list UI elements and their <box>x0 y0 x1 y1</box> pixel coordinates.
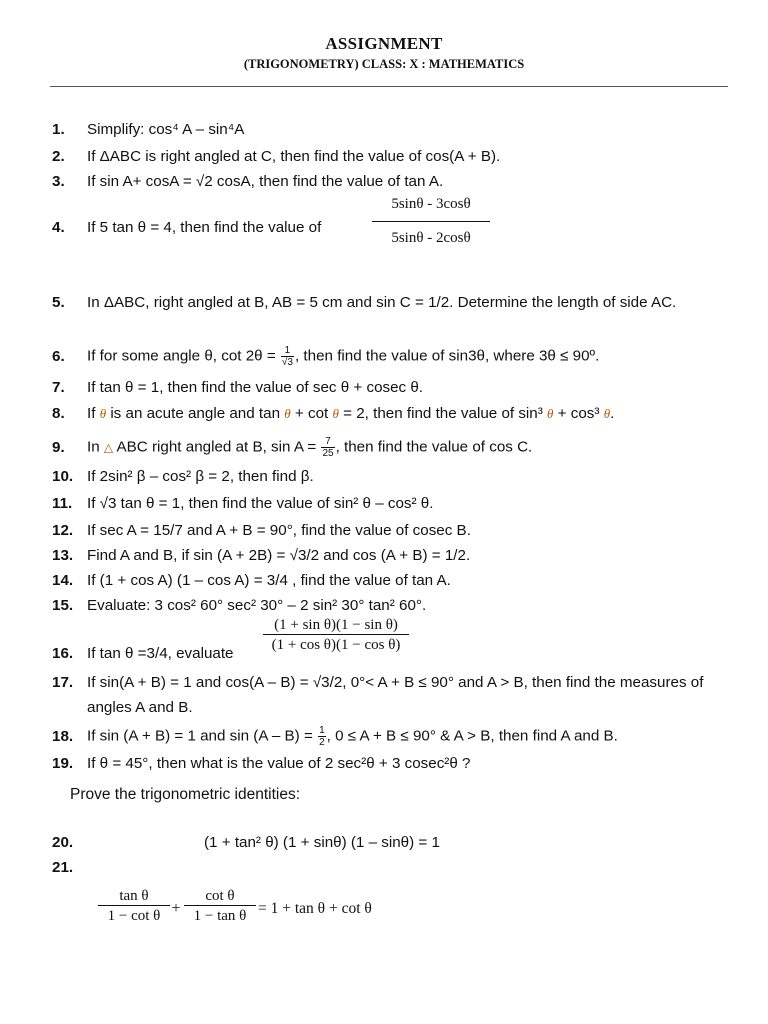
fraction <box>321 436 334 459</box>
theta-symbol: θ <box>284 406 291 421</box>
fraction-denominator: (1 + cos θ)(1 − cos θ) <box>263 634 409 654</box>
question-20 <box>52 833 87 852</box>
question-8: 8. If θ is an acute angle and tan θ + cot θ = 2, then find the value of sin³ θ + cos³ θ. <box>52 405 615 422</box>
fraction-numerator: tan θ <box>119 888 149 904</box>
question-4-fraction <box>372 196 490 247</box>
question-text: Evaluate: 3 cos² 60° sec² 30° – 2 sin² 30° tan² 60°. <box>87 597 427 614</box>
theta-symbol: θ <box>99 406 107 421</box>
question-number: 2. <box>52 148 65 165</box>
question-text: If 5 tan θ = 4, then find the value of <box>87 219 322 236</box>
theta-symbol: θ <box>547 406 554 421</box>
theta-symbol: θ <box>332 406 339 421</box>
question-6 <box>52 345 599 368</box>
question-2 <box>52 147 500 166</box>
question-16-fraction <box>263 617 409 654</box>
question-text: If sin(A + B) = 1 and cos(A – B) = √3/2, 0°< A + B ≤ 90° and A > B, then find the measures of angles A and B. <box>87 674 704 716</box>
question-text: If sin (A + B) = 1 and sin (A – B) = <box>87 727 313 745</box>
fraction-numerator: cot θ <box>205 888 235 904</box>
page-subtitle: (TRIGONOMETRY) CLASS: X : MATHEMATICS <box>243 57 525 71</box>
question-number: 16. <box>52 645 74 662</box>
question-text: If tan θ = 1, then find the value of sec θ + cosec θ. <box>87 379 424 396</box>
question-number: 19. <box>52 755 74 772</box>
header-divider <box>50 86 728 87</box>
question-text: Simplify: cos⁴ A – sin⁴A <box>87 121 245 138</box>
question-text: , then find the value of sin3θ, where 3θ ≤ 90º. <box>294 347 600 365</box>
question-text: If for some angle θ, cot 2θ = <box>87 347 276 365</box>
document-header <box>0 34 768 72</box>
fraction-denominator: 5sinθ - 2cosθ <box>372 221 490 247</box>
question-text: = 2, then find the value of sin³ <box>343 405 543 422</box>
question-18 <box>52 725 618 748</box>
fraction-denominator: 1 − tan θ <box>184 905 256 925</box>
question-text: If <box>87 405 96 422</box>
question-text: , 0 ≤ A + B ≤ 90° & A > B, then find A and B. <box>326 727 618 745</box>
question-number: 13. <box>52 547 74 564</box>
question-7 <box>52 378 423 397</box>
question-number: 7. <box>52 379 65 396</box>
question-number: 17. <box>52 674 74 691</box>
theta-symbol: θ <box>603 406 611 421</box>
question-text: If ΔABC is right angled at C, then find the value of cos(A + B). <box>87 148 501 165</box>
page-title: ASSIGNMENT <box>325 34 443 53</box>
fraction-numerator: 5sinθ - 3cosθ <box>391 196 471 212</box>
question-13 <box>52 546 470 565</box>
plus-sign: + <box>171 900 181 917</box>
fraction-numerator: 7 <box>321 436 334 448</box>
fraction <box>281 345 294 368</box>
question-text: ABC right angled at B, sin A = <box>116 438 317 456</box>
question-12 <box>52 521 471 540</box>
question-number: 5. <box>52 294 65 311</box>
fraction-denominator: 25 <box>322 448 334 459</box>
fraction-numerator: 1 <box>319 725 325 736</box>
question-text: , then find the value of cos C. <box>335 438 533 456</box>
question-number: 14. <box>52 572 74 589</box>
question-3 <box>52 172 443 191</box>
question-19 <box>52 754 470 773</box>
question-text: If 2sin² β – cos² β = 2, then find β. <box>87 468 314 485</box>
question-text: + cot <box>294 405 329 422</box>
question-text: If (1 + cos A) (1 – cos A) = 3/4 , find the value of tan A. <box>87 572 451 589</box>
question-text: is an acute angle and tan <box>110 405 281 422</box>
question-number: 3. <box>52 173 65 190</box>
question-text: In ΔABC, right angled at B, AB = 5 cm and sin C = 1/2. Determine the length of side AC. <box>87 294 677 311</box>
triangle-symbol: △ <box>103 440 114 455</box>
question-15 <box>52 596 426 615</box>
question-text: If tan θ =3/4, evaluate <box>87 645 234 662</box>
identity-21-rhs: = 1 + tan θ + cot θ <box>258 900 372 917</box>
fraction-denominator: 2 <box>319 737 325 748</box>
fraction-numerator: (1 + sin θ)(1 − sin θ) <box>274 617 398 633</box>
question-number: 1. <box>52 121 65 138</box>
question-number: 18. <box>52 727 74 745</box>
question-number: 10. <box>52 468 74 485</box>
question-number: 6. <box>52 347 65 365</box>
question-text: If √3 tan θ = 1, then find the value of sin² θ – cos² θ. <box>87 495 434 512</box>
question-number: 4. <box>52 219 65 236</box>
identity-21-fraction-2 <box>184 888 256 925</box>
question-1 <box>52 120 244 139</box>
question-text: + cos³ <box>557 405 600 422</box>
question-text: In <box>87 438 100 456</box>
question-text: If sin A+ cosA = √2 cosA, then find the value of tan A. <box>87 173 444 190</box>
identity-21-fraction-1 <box>98 888 170 925</box>
question-10 <box>52 467 314 486</box>
fraction-denominator: √3 <box>281 357 293 368</box>
question-5 <box>52 290 712 315</box>
question-number: 11. <box>52 495 73 512</box>
question-14 <box>52 571 451 590</box>
question-16 <box>52 644 234 663</box>
fraction-denominator: 1 − cot θ <box>98 905 170 925</box>
question-text: If θ = 45°, then what is the value of 2 sec²θ + 3 cosec²θ ? <box>87 755 471 772</box>
question-17 <box>52 670 712 720</box>
fraction-numerator: 1 <box>281 345 294 357</box>
question-number: 12. <box>52 522 74 539</box>
prove-heading: Prove the trigonometric identities: <box>70 786 301 803</box>
question-number: 8. <box>52 405 65 422</box>
question-9 <box>52 436 532 459</box>
question-text: Find A and B, if sin (A + 2B) = √3/2 and cos (A + B) = 1/2. <box>87 547 471 564</box>
question-number: 21. <box>52 859 74 876</box>
question-21 <box>52 858 87 877</box>
question-11 <box>52 494 433 513</box>
fraction <box>318 725 326 748</box>
question-text: If sec A = 15/7 and A + B = 90°, find the value of cosec B. <box>87 522 471 539</box>
question-number: 20. <box>52 834 74 851</box>
question-4 <box>52 218 321 237</box>
question-number: 15. <box>52 597 74 614</box>
question-number: 9. <box>52 438 65 456</box>
identity-20: (1 + tan² θ) (1 + sinθ) (1 – sinθ) = 1 <box>204 834 440 851</box>
